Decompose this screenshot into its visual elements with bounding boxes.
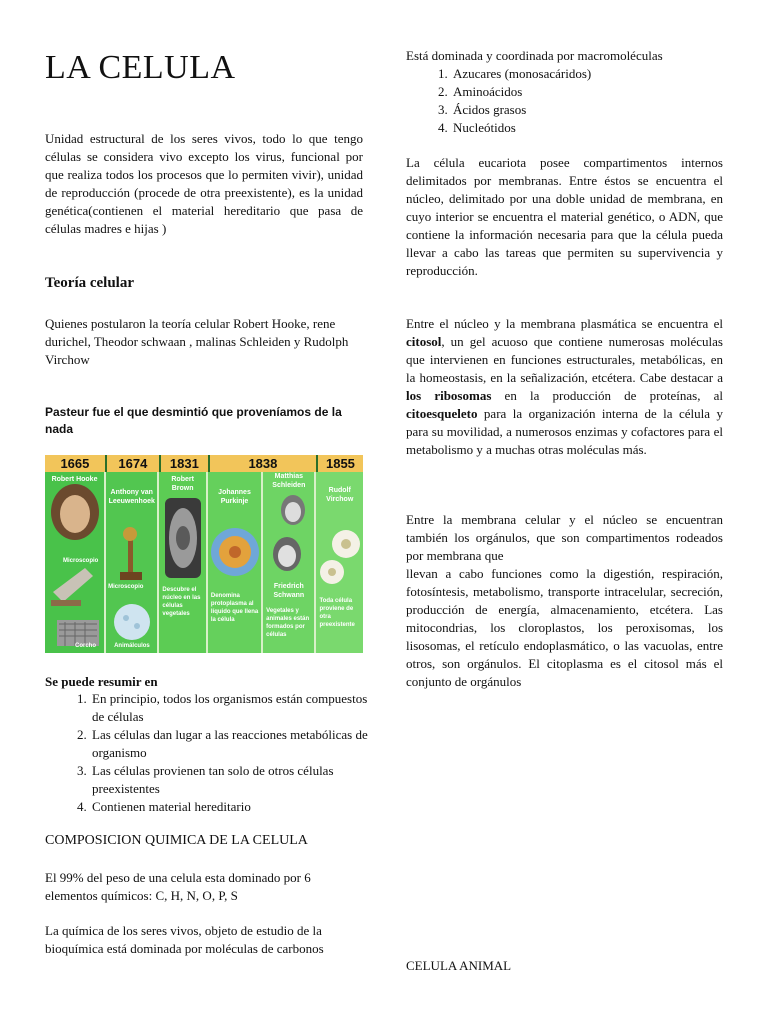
scientist-name: Robert Brown — [171, 476, 194, 492]
microscope-illustration — [106, 472, 159, 653]
caption-schwann: Vegetales y animales están formados por células — [266, 608, 310, 638]
year-label: 1831 — [161, 455, 210, 472]
composicion-paragraph-1: El 99% del peso de una celula esta dominado por 6 elementos químicos: C, H, N, O, P, S — [45, 870, 311, 903]
pasteur-note: Pasteur fue el que desmintió que proveníamos de la nada — [45, 405, 342, 436]
list-item: 1. Azucares (monosacáridos) — [451, 65, 768, 83]
panel-hooke — [45, 472, 106, 653]
scientist-name: Johannes Purkinje — [218, 489, 251, 505]
organulos-paragraph-1: Entre la membrana celular y el núcleo se encuentran también los orgánulos, que son compartimentos rodeados por membrana que — [406, 512, 723, 563]
list-item: 4. Nucleótidos — [451, 119, 768, 137]
scientist-name: Friedrich Schwann — [273, 583, 305, 599]
year-label: 1665 — [45, 455, 107, 472]
panel-brown — [159, 472, 207, 653]
plant-cell-illustration — [159, 472, 207, 653]
composicion-heading: COMPOSICION QUIMICA DE LA CELULA — [45, 833, 308, 848]
citosol-paragraph — [406, 315, 723, 459]
caption-purkinje: Denomina protoplasma al líquido que llena la célula — [210, 593, 259, 623]
caption-corcho: Corcho — [75, 643, 96, 649]
eucariota-paragraph: La célula eucariota posee compartimentos internos delimitados por membranas. Entre éstos se encuentra el núcleo, delimitado por una doble unidad de membrana, en cuyo interior se encuentra el material genético, o ADN, que contiene la información necesaria para que la célula pueda llevar a cabo las tareas que permiten su supervivencia y reproducción. — [406, 155, 723, 278]
scientist-name: Anthony van Leeuwenhoek — [108, 489, 155, 505]
list-item: 2. Las células dan lugar a las reacciones metabólicas de organismo — [90, 726, 380, 762]
celula-animal-label: CELULA ANIMAL — [406, 958, 512, 973]
list-item: 3. Ácidos grasos — [451, 101, 768, 119]
scientist-name: Rudolf Virchow — [326, 487, 354, 503]
panel-schleiden-schwann — [263, 472, 316, 653]
page-title: LA CELULA — [45, 49, 236, 86]
teoria-paragraph: Quienes postularon la teoría celular Robert Hooke, rene durichel, Theodor schwaan , malinas Schleiden y Rudolph Virchow — [45, 316, 349, 367]
caption-microscopio: Microscopio — [63, 558, 99, 564]
macromoleculas-list — [406, 65, 768, 137]
resumen-list — [45, 690, 380, 816]
text-span: Entre el núcleo y la membrana plasmática se encuentra el — [406, 316, 723, 331]
text-span: para la organización interna de la célula y para su movilidad, a numerosos enzimas y cofactores para el metabolismo y a muchas otras moléculas más. — [406, 406, 723, 457]
resumen-heading: Se puede resumir en — [45, 674, 158, 689]
panel-virchow — [316, 472, 362, 653]
intro-paragraph: Unidad estructural de los seres vivos, todo lo que tengo células se considera vivo excepto los virus, funcional por que realiza todos los procesos que lo permiten vivir), unidad de reproducción (procede de otra preexistente), es la unidad genética(contienen el material hereditario que pasa de células madres e hijas ) — [45, 131, 363, 236]
caption-animalculos: Animálculos — [114, 643, 150, 649]
year-label: 1838 — [210, 455, 318, 472]
list-item: 3. Las células provienen tan solo de otros células preexistentes — [90, 762, 380, 798]
protoplasm-illustration — [208, 472, 263, 653]
list-item: 2. Aminoácidos — [451, 83, 768, 101]
list-item: 1. En principio, todos los organismos están compuestos de células — [90, 690, 380, 726]
bold-term: citosol — [406, 334, 442, 349]
organulos-paragraph-2: llevan a cabo funciones como la digestión, respiración, fotosíntesis, metabolismo, transporte intracelular, secreción, producción de energía, almacenamiento, etcétera. Las mitocondrias, los cloroplastos, los peroxisomas, los lisosomas, el retículo endoplasmático, o las vacuolas, entre otros, son orgánulos. El citoplasma es el citosol más el conjunto de orgánulos — [406, 566, 723, 689]
teoria-heading: Teoría celular — [45, 275, 135, 291]
scientist-name: Robert Hooke — [51, 476, 98, 483]
cell-theory-timeline-figure — [45, 455, 363, 653]
timeline-years — [45, 455, 363, 472]
caption-virchow: Toda célula proviene de otra preexistente — [319, 598, 355, 628]
text-span: en la producción de proteínas, al — [491, 388, 724, 403]
bold-term: los ribosomas — [406, 388, 492, 403]
macromoleculas-intro: Está dominada y coordinada por macromoléculas — [406, 48, 663, 63]
scientist-name: Matthias Schleiden — [272, 473, 306, 489]
panel-purkinje — [208, 472, 263, 653]
list-item: 4. Contienen material hereditario — [90, 798, 380, 816]
panel-leeuwenhoek — [106, 472, 159, 653]
bold-term: citoesqueleto — [406, 406, 478, 421]
year-label: 1674 — [107, 455, 161, 472]
caption-microscopio: Microscopio — [108, 584, 144, 590]
text-span: , un gel acuoso que contiene numerosas moléculas que intervienen en funciones estructurales, metabólicas, en la homeostasis, en la señalización, etcétera. Cabe destacar a — [406, 334, 723, 385]
timeline-panels — [45, 472, 363, 653]
year-label: 1855 — [318, 455, 363, 472]
caption-brown: Descubre el núcleo en las células vegetales — [162, 587, 201, 617]
composicion-paragraph-2: La química de los seres vivos, objeto de estudio de la bioquímica está dominada por moléculas de carbonos — [45, 923, 324, 956]
